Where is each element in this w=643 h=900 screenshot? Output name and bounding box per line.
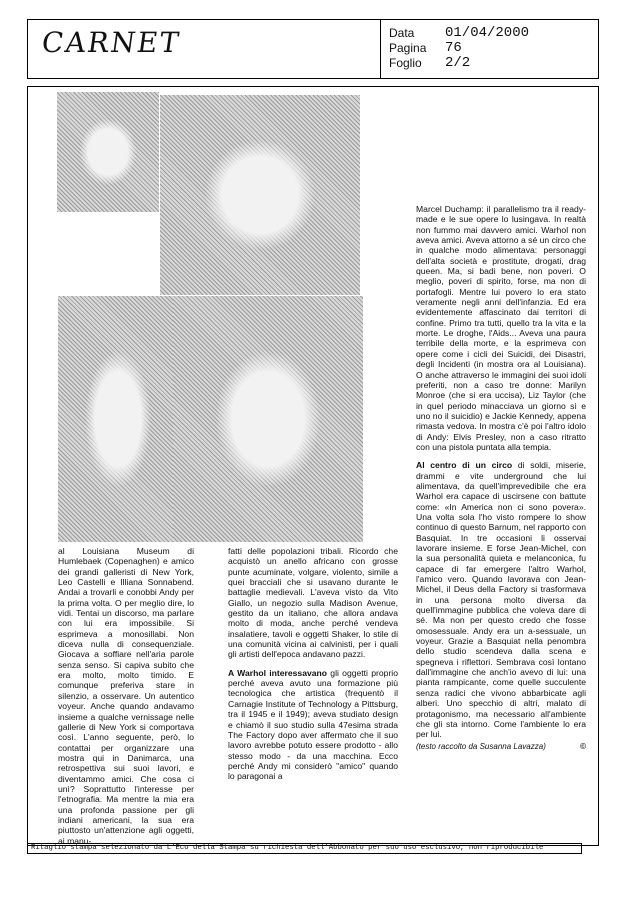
pagina-label: Pagina: [389, 41, 427, 55]
portrait-photo: [57, 92, 159, 212]
foglio-label: Foglio: [389, 56, 422, 70]
credit-text: (testo raccolto da Susanna Lavazza): [416, 741, 546, 751]
clipping-header: [27, 19, 599, 79]
paragraph: Marcel Duchamp: il parallelismo tra il ready-made e le sue opere lo lusingava. In realtà non fummo mai davvero amici. Warhol non aveva amici. Aveva attorno a sé un circo che in qualche modo alimentava: personaggi dell'alta società e prostitute, drogati, drag queen. Ma, si badi bene, non poveri. O meglio, poveri di spirito, forse, ma non di portafogli. Mentre lui povero lo era stato veramente negli anni dell'infanzia. Ed era evidentemente affascinato dai territori di confine. Primo tra tutti, quello tra la vita e la morte. Le droghe, l'Aids... Aveva una paura terribile della morte, e la esprimeva con opere come i cicli dei Suicidi, dei Disastri, degli Incidenti (in mostra ora al Louisiana). O anche attraverso le immagini dei suoi idoli preferiti, non a caso tre donne: Marilyn Monroe (che si era uccisa), Liz Taylor (che in quel periodo minacciava un giorno sì e uno no il suicidio) e Jackie Kennedy, appena rimasta vedova. In mostra c'è poi l'altro idolo di Andy: Elvis Presley, non a caso ritratto con una pistola puntata alla tempia.: [416, 204, 586, 452]
paragraph: [228, 668, 398, 782]
logo-box: [28, 20, 381, 78]
article-column-middle: [228, 546, 398, 782]
portrait-photo: [173, 296, 363, 542]
subheading: Al centro di un circo: [416, 460, 513, 471]
carnet-logo: CARNET: [39, 26, 183, 59]
paragraph: [416, 460, 586, 739]
meta-foglio-row: [389, 56, 529, 71]
clipping-footer: Ritaglio stampa selezionato da L'Eco della Stampa su richiesta dell'Abbonato per suo uso esclusivo, non riproducibile: [27, 843, 582, 854]
article-column-left: [58, 546, 194, 846]
paragraph: al Louisiana Museum di Humlebaek (Copenaghen) e amico dei grandi galleristi di New York, Leo Castelli e Illiana Sonnabend. Andai a trovarli e conobbi Andy per la prima volta. O per meglio dire, lo vidi. Tentai un discorso, ma parlare con lui era impossibile. Si esprimeva a monosillabi. Non diceva nulla di consequenziale. Giocava a soffiare nell'aria parole senza senso. Si capiva subito che era molto, molto timido. E comunque preferiva stare in silenzio, a osservare. Un autentico voyeur. Anche quando andavamo insieme a qualche vernissage nelle gallerie di New York si comportava così. L'anno seguente, però, lo contattai per organizzare una mostra qui in Danimarca, una retrospettiva sui suoi lavori, e diventammo amici. Che cosa ci unì? Soprattutto l'interesse per l'etnografia. Ma mentre la mia era una profonda passione per gli indiani americani, la sua era piuttosto un'attenzione agli oggetti, ai manu-: [58, 546, 194, 846]
subheading: A Warhol interessavano: [228, 667, 328, 678]
meta-pagina-row: [389, 41, 529, 56]
clipping-meta: [381, 20, 537, 78]
data-label: Data: [389, 26, 415, 40]
foglio-value: 2/2: [445, 55, 471, 71]
paragraph: fatti delle popolazioni tribali. Ricordo che acquistò un anello africano con grosse punte acuminate, volgare, violento, simile a quei bracciali che si usavano durante le battaglie medievali. L'aveva visto da Vito Giallo, un negozio sulla Madison Avenue, gestito da un italiano, che allora andava molto di moda, anche perché vendeva insalatiere, tavoli e oggetti Shaker, lo stile di una comunità vicina ai calvinisti, per i quali gli artisti dell'epoca andavano pazzi.: [228, 546, 398, 660]
data-value: 01/04/2000: [445, 25, 530, 41]
paragraph-text: di soldi, miserie, drammi e vite underground che lui alimentava, da quell'imprevedibile che era Warhol era capace di uscirsene con battute come: «In America non ci sono povera». Una volta sola l'ho visto rompere lo show continuo di questo Barnum, nel rapporto con Basquiat. In tre occasioni li osservai lavorare insieme. E forse Jean-Michel, con la sua personalità quieta e melanconica, fu capace di far emergere l'altro Warhol, l'amico vero. Quando lavorava con Jean-Michel, il Deus della Factory si trasformava in una persona molto diversa da quell'immagine pubblica che voleva dare di sé. Ma non per questo credo che fosse omosessuale. Andy era un a-sessuale, un voyeur. Grazie a Basquiat nella penombra dello studio scendeva dalla scena e spegneva i riflettori. Sembrava così lontano dall'immagine che anch'io avevo di lui: una pianta rampicante, come quelle succulente senza radici che vivono abbarbicate agli alberi. Uno specchio di altri, malato di protagonismo, ma necessario all'ambiente che gli sta intorno. Come l'ambiente lo era per lui.: [416, 460, 587, 740]
paragraph-text: gli oggetti proprio perché aveva avuto una formazione più tecnologica che artistica (frequentò il Carnagie Institute of Technology a Pittsburg, tra il 1945 e il 1949); aveva studiato design e chiamò il suo studio sulla 47esima strada The Factory dopo aver affermato che il suo lavoro avrebbe potuto essere prodotto - allo stesso modo - da una macchina. Ecco perché Andy mi considerò "amico" quando lo paragonai a: [228, 667, 398, 782]
author-credit: [416, 742, 586, 752]
portrait-photo: [160, 95, 360, 295]
article-column-right: [416, 204, 586, 752]
pagina-value: 76: [445, 40, 462, 56]
portrait-photo: [58, 296, 178, 542]
copyright-mark: ©: [580, 741, 586, 751]
meta-data-row: [389, 26, 529, 41]
